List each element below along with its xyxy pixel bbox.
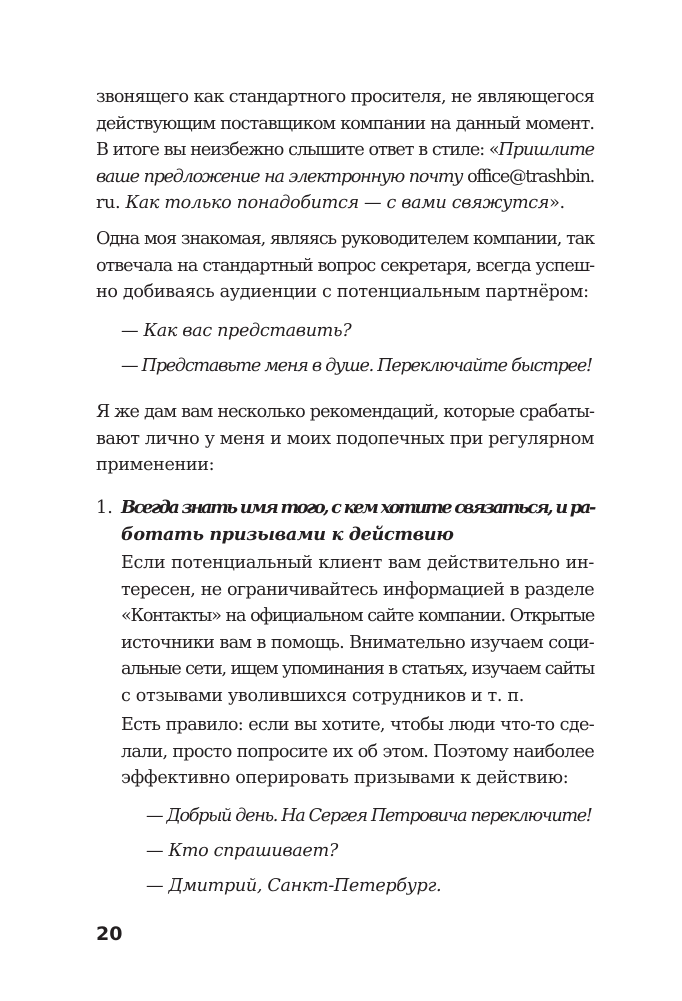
- text-line: ботать призывами к действию: [121, 523, 454, 545]
- list-item-paragraph: [121, 712, 594, 792]
- dialog-line: — Дмитрий, Санкт-Петербург.: [146, 876, 442, 896]
- text-line: [96, 164, 594, 191]
- italic-span: ваше предложение на электронную почту: [96, 166, 463, 187]
- list-number: 1.: [96, 498, 113, 518]
- list-item-paragraph: [121, 550, 594, 709]
- text-line: «Контакты» на официальном сайте компании. Открытые: [121, 606, 594, 626]
- dialog-line: — Добрый день. На Сергея Петровича переключите!: [146, 806, 592, 826]
- text-line: Всегда знать имя того, с кем хотите связаться, и ра-: [121, 497, 594, 518]
- page-number: 20: [96, 923, 123, 945]
- text-span: В итоге вы неизбежно слышите ответ в стиле: «: [96, 140, 499, 160]
- text-line: лали, просто попросите их об этом. Поэтому наиболее: [121, 741, 594, 762]
- text-line: отвечала на стандартный вопрос секретаря, всегда успеш-: [96, 255, 594, 276]
- italic-span: Пришлите: [498, 140, 594, 160]
- paragraph-acquaintance: [96, 226, 594, 306]
- email-text: ru.: [96, 193, 126, 213]
- text-line: действующим поставщиком компании на данный момент.: [96, 113, 594, 134]
- text-line: источники вам в помощь. Внимательно изучаем соци-: [121, 632, 594, 653]
- text-line: тересен, не ограничивайтесь информацией в разделе: [121, 579, 594, 600]
- text-line: [96, 190, 594, 217]
- text-line: вают лично у меня и моих подопечных при регулярном: [96, 428, 594, 449]
- intro-paragraph: [96, 84, 594, 217]
- text-span: ».: [549, 193, 565, 213]
- text-line: [96, 137, 594, 164]
- text-line: применении:: [96, 455, 215, 475]
- text-line: Есть правило: если вы хотите, чтобы люди что-то сде-: [121, 715, 594, 735]
- list-item-heading: [121, 495, 594, 548]
- text-line: звонящего как стандартного просителя, не являющегося: [96, 87, 594, 107]
- dialog-line: — Представьте меня в душе. Переключайте быстрее!: [121, 356, 592, 376]
- text-line: альные сети, ищем упоминания в статьях, изучаем сайты: [121, 659, 594, 679]
- text-line: Одна моя знакомая, являясь руководителем компании, так: [96, 229, 594, 249]
- paragraph-recommendations: [96, 399, 594, 479]
- text-line: но добиваясь аудиенции с потенциальным партнёром:: [96, 282, 589, 302]
- dialog-line: — Как вас представить?: [121, 321, 352, 341]
- text-line: Я же дам вам несколько рекомендаций, которые срабаты-: [96, 402, 594, 422]
- dialog-line: — Кто спрашивает?: [146, 841, 338, 861]
- email-text: office@trashbin.: [462, 166, 594, 187]
- text-line: эффективно оперировать призывами к действию:: [121, 768, 569, 788]
- text-line: Если потенциальный клиент вам действительно ин-: [121, 553, 594, 573]
- text-line: с отзывами уволившихся сотрудников и т. п.: [121, 685, 524, 706]
- italic-span: Как только понадобится — с вами свяжутся: [125, 193, 550, 213]
